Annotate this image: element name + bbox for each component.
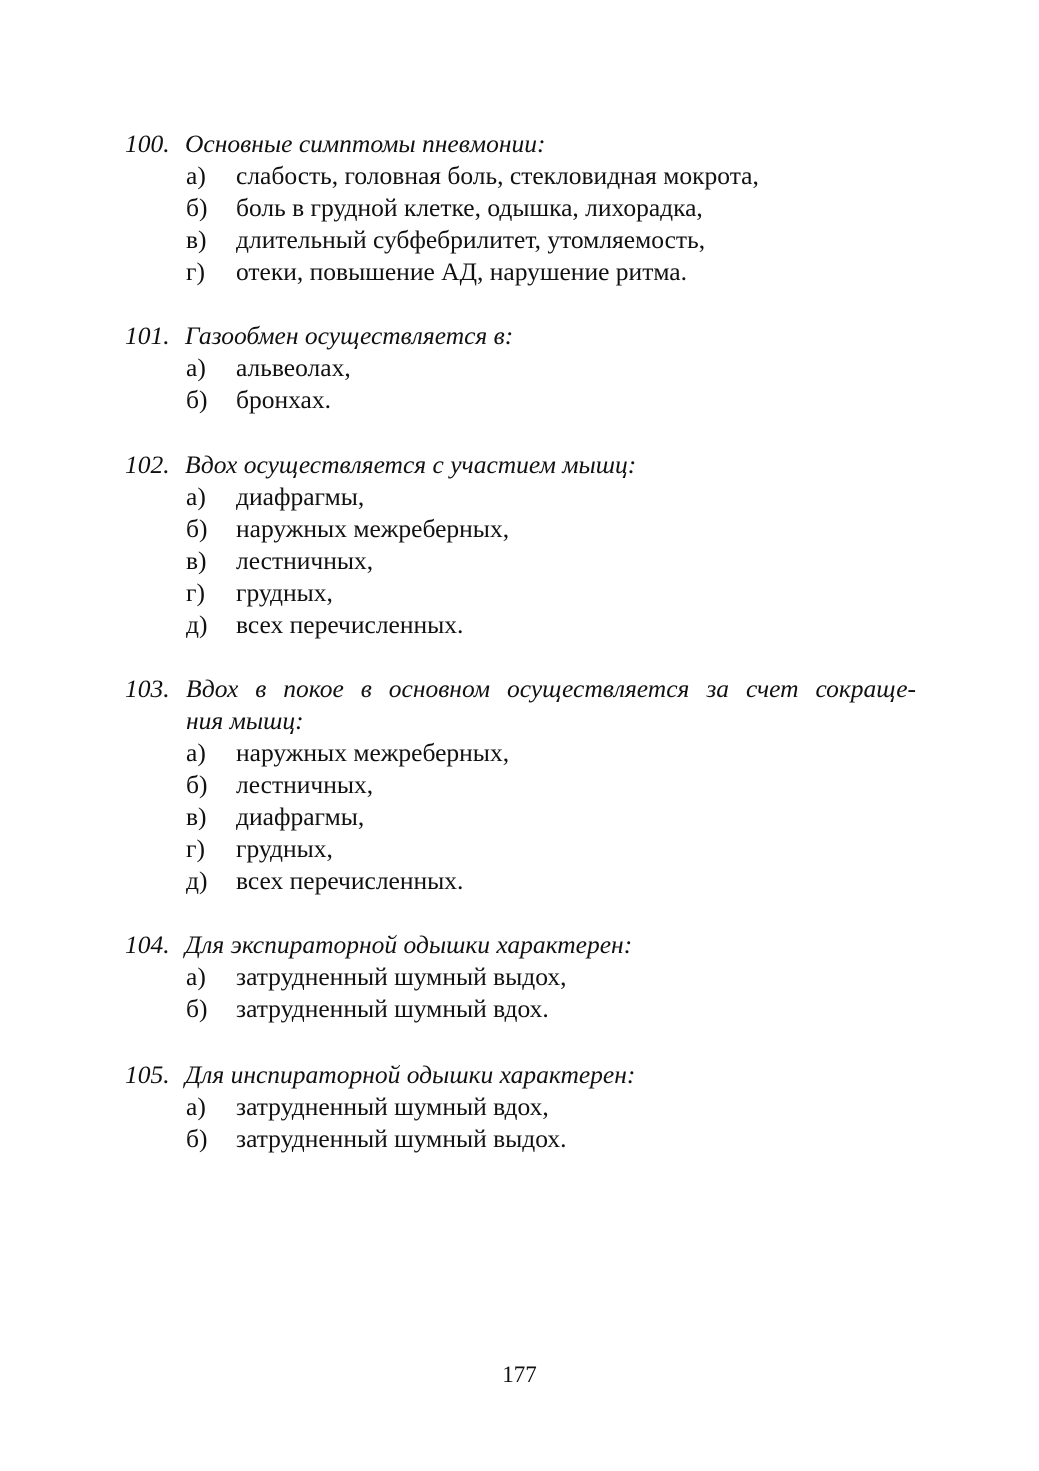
option-text: затрудненный шумный выдох, — [236, 962, 567, 991]
option-letter: а) — [186, 161, 206, 190]
question-text: Вдох осуществляется с участием мышц: — [185, 450, 637, 479]
option — [186, 481, 364, 513]
question-text: Для экспираторной одышки характерен: — [185, 930, 633, 959]
question-number: 100. — [125, 129, 170, 158]
question-102-heading — [125, 449, 636, 481]
question-number: 104. — [125, 930, 170, 959]
question-103-heading — [125, 673, 185, 705]
option-text: бронхах. — [236, 385, 331, 414]
option-text: наружных межреберных, — [236, 738, 510, 767]
question-text: Для инспираторной одышки характерен: — [185, 1060, 636, 1089]
option — [186, 224, 705, 256]
option-text: длительный субфебрилитет, утомляемость, — [236, 225, 706, 254]
option — [186, 865, 463, 897]
question-number: 103. — [125, 674, 170, 703]
option-text: затрудненный шумный вдох. — [236, 994, 549, 1023]
option — [186, 1123, 567, 1155]
option-text: затрудненный шумный выдох. — [236, 1124, 567, 1153]
question-text-line2: ния мышц: — [186, 706, 304, 735]
option — [186, 384, 331, 416]
option-letter: б) — [186, 994, 208, 1023]
option-text: диафрагмы, — [236, 802, 365, 831]
option-text: лестничных, — [236, 546, 374, 575]
option — [186, 352, 351, 384]
option-letter: а) — [186, 1092, 206, 1121]
question-number: 101. — [125, 321, 170, 350]
question-100-heading — [125, 128, 545, 160]
question-101-heading — [125, 320, 513, 352]
page-number: 177 — [502, 1362, 537, 1387]
question-number: 105. — [125, 1060, 170, 1089]
option — [186, 256, 687, 288]
option-letter: г) — [186, 257, 205, 286]
option-text: лестничных, — [236, 770, 374, 799]
option-letter: б) — [186, 514, 208, 543]
option-letter: в) — [186, 225, 207, 254]
option — [186, 961, 567, 993]
option-letter: а) — [186, 482, 206, 511]
option — [186, 577, 333, 609]
option — [186, 833, 333, 865]
option-letter: б) — [186, 1124, 208, 1153]
option-text: затрудненный шумный вдох, — [236, 1092, 549, 1121]
option — [186, 801, 364, 833]
option — [186, 1091, 549, 1123]
question-number: 102. — [125, 450, 170, 479]
option — [186, 192, 703, 224]
option-letter: г) — [186, 834, 205, 863]
option-text: слабость, головная боль, стекловидная мокрота, — [236, 161, 759, 190]
option-text: боль в грудной клетке, одышка, лихорадка, — [236, 193, 703, 222]
option-letter: д) — [186, 610, 208, 639]
option-text: альвеолах, — [236, 353, 351, 382]
option — [186, 545, 373, 577]
option — [186, 769, 373, 801]
option-letter: б) — [186, 193, 208, 222]
option-text: отеки, повышение АД, нарушение ритма. — [236, 257, 687, 286]
option-letter: а) — [186, 738, 206, 767]
option-text: всех перечисленных. — [236, 866, 464, 895]
option-letter: б) — [186, 385, 208, 414]
option-text: грудных, — [236, 834, 333, 863]
option-letter: б) — [186, 770, 208, 799]
option-text: грудных, — [236, 578, 333, 607]
option-letter: в) — [186, 802, 207, 831]
question-104-heading — [125, 929, 632, 961]
question-105-heading — [125, 1059, 635, 1091]
option-text: диафрагмы, — [236, 482, 365, 511]
option-letter: а) — [186, 353, 206, 382]
question-text: Основные симптомы пневмонии: — [185, 129, 546, 158]
option-letter: в) — [186, 546, 207, 575]
question-text-line1: Вдох в покое в основном осуществляется за счет сокраще- — [186, 674, 916, 703]
option-letter: а) — [186, 962, 206, 991]
option — [186, 160, 759, 192]
option-text: наружных межреберных, — [236, 514, 510, 543]
option — [186, 513, 509, 545]
question-text: Газообмен осуществляется в: — [185, 321, 514, 350]
option — [186, 737, 509, 769]
option-letter: г) — [186, 578, 205, 607]
option — [186, 993, 549, 1025]
option — [186, 609, 463, 641]
option-letter: д) — [186, 866, 208, 895]
option-text: всех перечисленных. — [236, 610, 464, 639]
